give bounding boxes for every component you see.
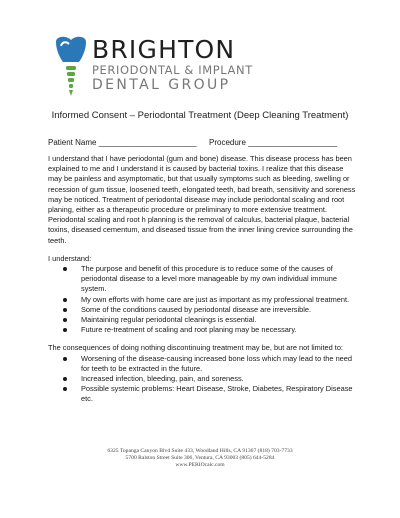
- footer-website-link[interactable]: www.PERIOcalc.com: [175, 462, 225, 468]
- list-item: Future re-treatment of scaling and root planing may be necessary.: [81, 325, 356, 335]
- document-title: Informed Consent – Periodontal Treatment (Deep Cleaning Treatment): [51, 110, 349, 121]
- list-item: Some of the conditions caused by periodontal disease are irreversible.: [81, 305, 356, 315]
- consequences-list: [48, 354, 356, 405]
- understand-list: [48, 264, 356, 335]
- bullet-icon: [63, 318, 67, 322]
- bullet-icon: [63, 308, 67, 312]
- footer-address-1: 6325 Topanga Canyon Blvd Suite 433, Woodland Hills, CA 91367 (818) 703-7733: [107, 448, 293, 454]
- intro-paragraph: I understand that I have periodontal (gum and bone) disease. This disease process has been explained to me and I understand it is caused by bacterial toxins. I realize that this disease may be painless and asymptomatic, but that usually symptoms such as bleeding, swelling or recession of gum tissue, loosened teeth, elongated teeth, bad breath, sensitivity and soreness may be noticed. Treatment of periodontal disease may include periodontal scaling and root planing, either as a therapeutic procedure or preliminary to more extensive treatment. Periodontal scaling and root h planning is the removal of calculus, bacterial plaque, bacterial toxins, diseased cementum, and diseased tissue from the inner lining crevice surrounding the teeth.: [48, 154, 356, 245]
- brand-text: [92, 36, 253, 93]
- list-item: My own efforts with home care are just as important as my professional treatment.: [81, 295, 356, 305]
- bullet-icon: [63, 387, 67, 391]
- brand-subtitle: PERIODONTAL & IMPLANT: [92, 63, 253, 77]
- list-item: Maintaining regular periodontal cleanings is essential.: [81, 315, 356, 325]
- bullet-icon: [63, 328, 67, 332]
- list-item: Possible systemic problems: Heart Disease, Stroke, Diabetes, Respiratory Disease etc.: [81, 384, 356, 404]
- form-fields: [48, 138, 338, 147]
- bullet-icon: [63, 357, 67, 361]
- brand-subtitle-2: DENTAL GROUP: [92, 77, 231, 93]
- consequences-heading: The consequences of doing nothing discontinuing treatment may be, but are not limited to:: [48, 343, 343, 353]
- tooth-implant-icon: [52, 36, 90, 104]
- footer: [0, 448, 400, 469]
- patient-name-field[interactable]: Patient Name ______________________: [48, 138, 197, 147]
- bullet-icon: [63, 298, 67, 302]
- understand-heading: I understand:: [48, 253, 92, 263]
- list-item: The purpose and benefit of this procedure is to reduce some of the causes of periodontal disease to a level more manageable by my own individual immune system.: [81, 264, 356, 295]
- footer-address-2: 5700 Ralston Street Suite 306, Ventura, CA 93003 (805) 644-5284: [125, 455, 275, 461]
- list-item: Worsening of the disease-causing increased bone loss which may lead to the need for teeth to be extracted in the future.: [81, 354, 356, 374]
- procedure-field[interactable]: Procedure ____________________: [209, 138, 338, 147]
- bullet-icon: [63, 267, 67, 271]
- brand-name: BRIGHTON: [92, 35, 236, 64]
- bullet-icon: [63, 377, 67, 381]
- document-body: [48, 154, 356, 405]
- list-item: Increased infection, bleeding, pain, and soreness.: [81, 374, 356, 384]
- brighton-logo: [52, 36, 252, 108]
